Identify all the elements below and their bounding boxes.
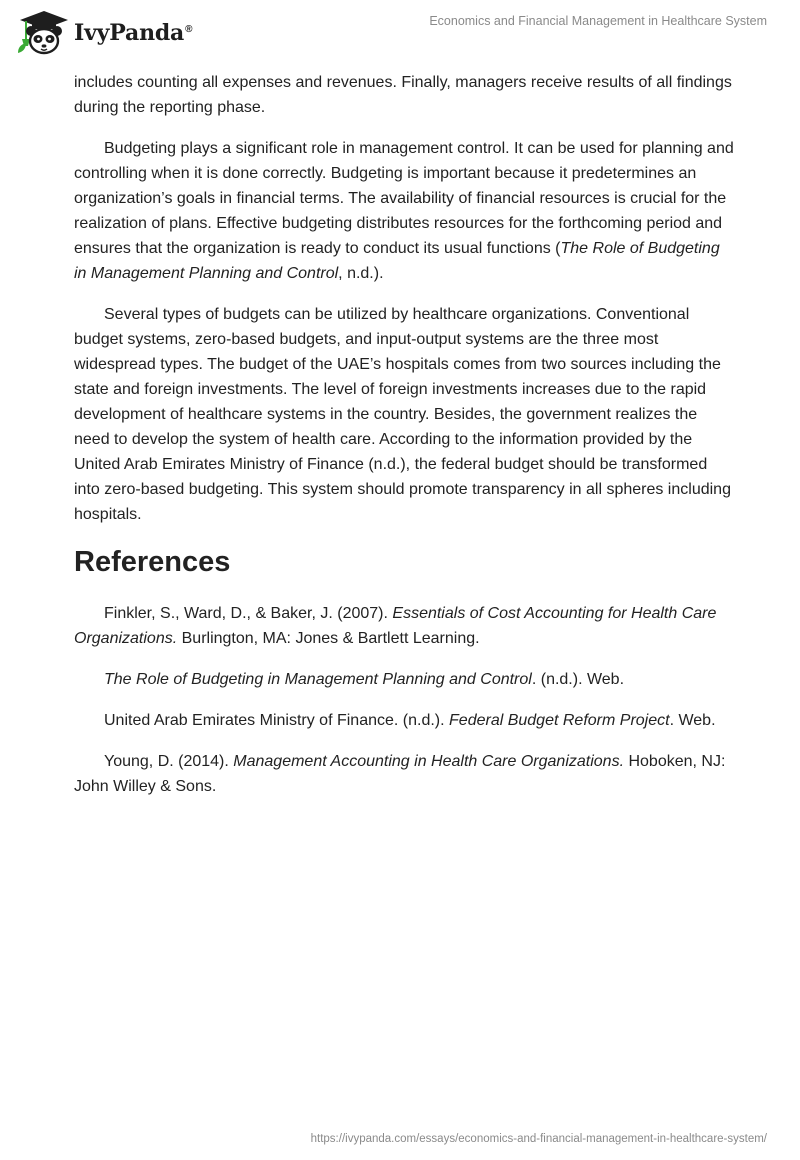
citation-title: The Role of Budgeting in Management Planning and Control — [74, 240, 720, 282]
reference-title: Federal Budget Reform Project — [449, 712, 670, 729]
paragraph-text: Budgeting plays a significant role in management control. It can be used for planning and controlling when it is done correctly. Budgeting is important because it predetermines an organization’s goals in financial terms. The availability of financial resources is crucial for the realization of plans. Effective budgeting distributes resources for the forthcoming period and ensures that the organization is ready to conduct its usual functions ( — [74, 140, 734, 257]
reference-title: Essentials of Cost Accounting for Health Care Organizations. — [74, 605, 717, 647]
source-url-link[interactable]: https://ivypanda.com/essays/economics-and-financial-management-in-healthcare-system/ — [310, 1133, 767, 1145]
paragraph-budget-types: Several types of budgets can be utilized by healthcare organizations. Conventional budget systems, zero-based budgets, and input-output systems are the three most widespread types. The budget of the UAE’s hospitals comes from two sources including the state and foreign investments. The level of foreign investments increases due to the rapid development of healthcare systems in the country. Besides, the government realizes the need to develop the system of health care. According to the information provided by the United Arab Emirates Ministry of Finance (n.d.), the federal budget should be transformed into zero-based budgeting. This system should promote transparency in all spheres including hospitals. — [74, 306, 731, 523]
reference-title: Management Accounting in Health Care Organizations. — [233, 753, 625, 770]
document-body — [74, 70, 734, 815]
citation-tail: , n.d.). — [338, 265, 384, 282]
paragraph-continued: includes counting all expenses and revenues. Finally, managers receive results of all findings during the reporting phase. — [74, 74, 732, 116]
logo-text: IvyPanda — [74, 20, 185, 46]
reference-authors: Finkler, S., Ward, D., & Baker, J. (2007). — [104, 605, 393, 622]
page-header — [0, 0, 800, 62]
reference-publisher: . Web. — [669, 712, 716, 729]
references-heading: References — [74, 546, 231, 578]
reference-item — [74, 708, 734, 733]
reference-publisher: . (n.d.). Web. — [531, 671, 625, 688]
panda-graduate-icon — [14, 9, 72, 57]
ivypanda-logo[interactable] — [14, 9, 192, 57]
reference-item — [74, 667, 734, 692]
reference-item — [74, 601, 734, 651]
reference-authors: Young, D. (2014). — [104, 753, 234, 770]
reference-authors: United Arab Emirates Ministry of Finance. (n.d.). — [104, 712, 450, 729]
reference-item — [74, 749, 734, 799]
reference-title: The Role of Budgeting in Management Planning and Control — [104, 671, 532, 688]
logo-wordmark — [74, 20, 192, 46]
reference-publisher: Burlington, MA: Jones & Bartlett Learning. — [177, 630, 480, 647]
running-title: Economics and Financial Management in Healthcare System — [429, 14, 767, 28]
registered-mark: ® — [185, 23, 193, 35]
reference-publisher: Hoboken, NJ: John Willey & Sons. — [74, 753, 726, 795]
paragraph-budgeting — [74, 136, 734, 286]
